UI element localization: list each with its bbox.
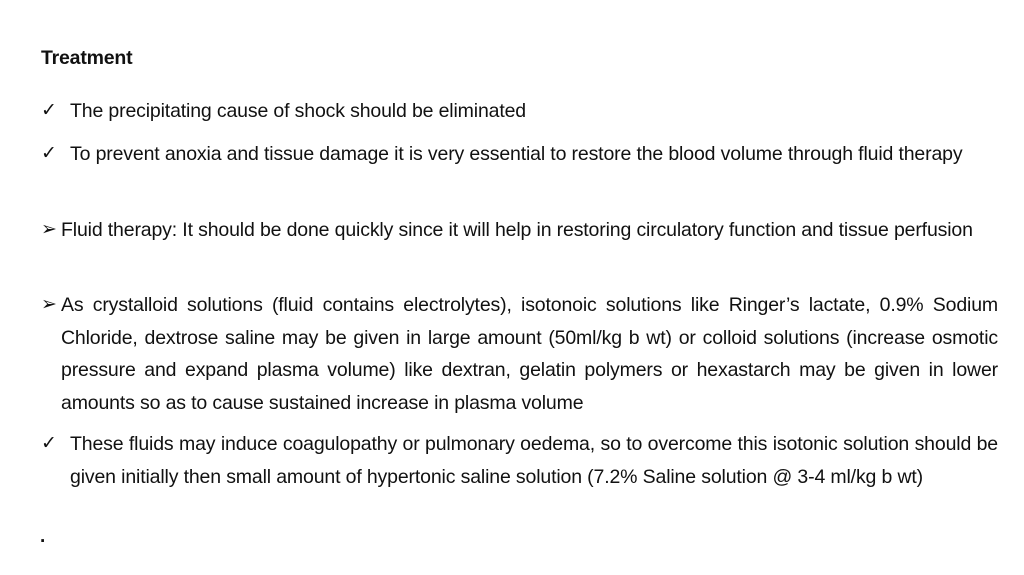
arrowhead-icon: ➢ xyxy=(41,218,57,240)
check-icon: ✓ xyxy=(41,99,57,121)
list-item xyxy=(41,428,998,527)
list-item xyxy=(41,214,998,280)
list-item-text: To prevent anoxia and tissue damage it is very essential to restore the blood volume through fluid therapy xyxy=(70,143,963,165)
list-item xyxy=(41,95,998,128)
list-item-text: The precipitating cause of shock should be eliminated xyxy=(70,100,526,122)
list-item-text: Fluid therapy: It should be done quickly since it will help in restoring circulatory function and tissue perfusion xyxy=(61,219,973,241)
trailing-bullet-mark: . xyxy=(40,526,46,547)
check-icon: ✓ xyxy=(41,142,57,164)
list-item xyxy=(41,289,998,420)
list-item-text: These fluids may induce coagulopathy or pulmonary oedema, so to overcome this isotonic solution should be given initially then small amount of hypertonic saline solution (7.2% Saline solution @ 3-4 ml/kg b wt) xyxy=(70,433,998,488)
check-icon: ✓ xyxy=(41,432,57,454)
arrowhead-icon: ➢ xyxy=(41,293,57,315)
list-item xyxy=(41,138,998,204)
slide-title: Treatment xyxy=(41,47,133,69)
list-item-text: As crystalloid solutions (fluid contains electrolytes), isotonoic solutions like Ringer’s lactate, 0.9% Sodium Chloride, dextrose saline may be given in large amount (50ml/kg b wt) or colloid solutions (increase osmotic pressure and expand plasma volume) like dextran, gelatin polymers or hexastarch may be given in lower amounts so as to cause sustained increase in plasma volume xyxy=(61,294,998,414)
